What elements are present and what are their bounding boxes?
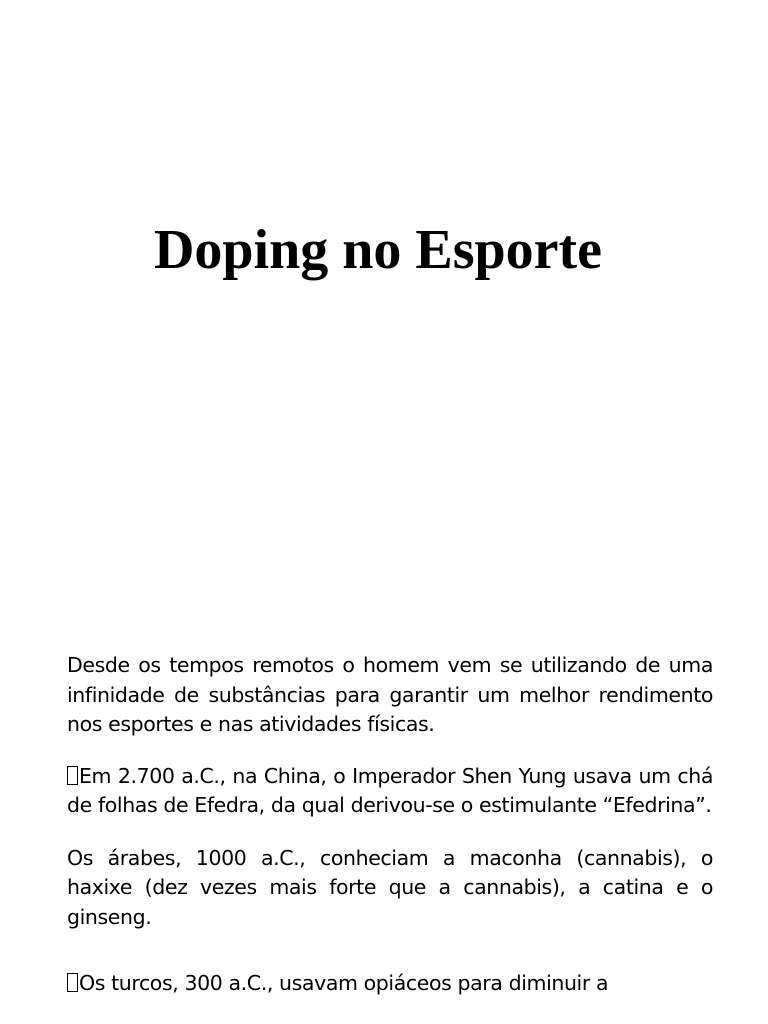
paragraph-turks bbox=[67, 969, 713, 999]
document-body bbox=[67, 651, 713, 999]
paragraph-china bbox=[67, 762, 713, 821]
paragraph-text: Os turcos, 300 a.C., usavam opiáceos para diminuir a bbox=[79, 971, 609, 995]
missing-glyph-box-icon bbox=[67, 973, 78, 992]
paragraph-text: Em 2.700 a.C., na China, o Imperador Shen Yung usava um chá de folhas de Efedra, da qual derivou-se o estimulante “Efedrina”. bbox=[67, 763, 713, 817]
paragraph-arabs bbox=[67, 844, 713, 933]
page-title: Doping no Esporte bbox=[153, 219, 603, 281]
paragraph-text: Desde os tempos remotos o homem vem se utilizando de uma infinidade de substâncias para garantir um melhor rendimento nos esportes e nas atividades físicas. bbox=[67, 653, 713, 736]
paragraph-text: Os árabes, 1000 a.C., conheciam a maconha (cannabis), o haxixe (dez vezes mais forte que a cannabis), a catina e o ginseng. bbox=[67, 845, 713, 929]
paragraph-intro bbox=[67, 651, 713, 740]
missing-glyph-box-icon bbox=[67, 766, 78, 785]
